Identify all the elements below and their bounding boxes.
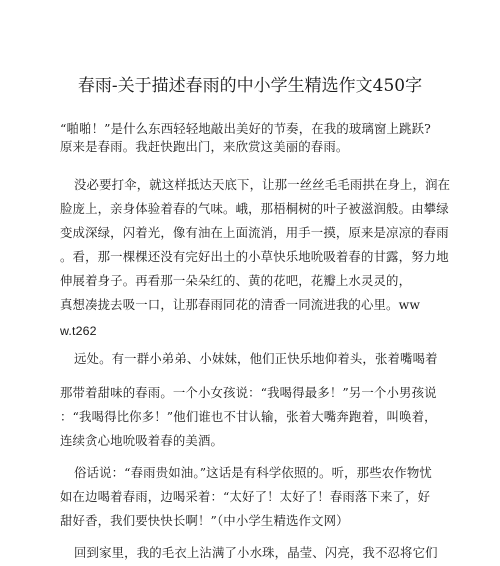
document-title: 春雨-关于描述春雨的中小学生精选作文450字 — [77, 76, 423, 96]
paragraph-line: 那带着甜味的春雨。一个小女孩说：“我喝得最多！”另一个小男孩说 — [60, 385, 437, 400]
paragraph-line: 真想凑拢去吸一口，让那春雨同花的清香一同流进我的心里。ww — [60, 297, 421, 312]
paragraph-line: 。看，那一棵棵还没有完好出土的小草快乐地吮吸着春的甘露，努力地 — [60, 249, 449, 264]
paragraph-line: “啪啪！”是什么东西轻轻地敲出美好的节奏，在我的玻璃窗上跳跃? — [60, 121, 431, 136]
paragraph-line: ：“我喝得比你多！”他们谁也不甘认输，张着大嘴奔跑着，叫唤着， — [60, 409, 437, 424]
paragraph-line: 伸展着身子。再看那一朵朵红的、黄的花吧，花瓣上水灵灵的， — [60, 273, 412, 288]
paragraph-line: 原来是春雨。我赶快跑出门，来欣赏这美丽的春雨。 — [60, 139, 349, 154]
paragraph-line: 连续贪心地吮吸着春的美酒。 — [60, 433, 224, 448]
paragraph-line: 回到家里，我的毛衣上沾满了小水珠，晶莹、闪亮，我不忍将它们 — [74, 545, 438, 560]
paragraph-line: 脸庞上，亲身体验着春的气味。峨，那梧桐树的叶子被滋润般。由攀绿 — [60, 201, 449, 216]
paragraph-line: 远处。有一群小弟弟、小妹妹，他们正快乐地仰着头，张着嘴喝着 — [74, 351, 438, 366]
paragraph-line: 如在边喝着春雨，边喝采着：“太好了！太好了！春雨落下来了，好 — [60, 489, 431, 504]
paragraph-line: 俗话说：“春雨贵如油。”这话是有科学依照的。听，那些农作物忧 — [74, 465, 432, 480]
paragraph-line: w.t262 — [60, 324, 97, 338]
paragraph-line: 变成深绿，闪着光，像有油在上面流消，用手一摸，原来是凉凉的春雨 — [60, 225, 449, 240]
paragraph-line: 没必要打伞，就这样抵达天底下，让那一丝丝毛毛雨拱在身上，润在 — [74, 177, 451, 192]
paragraph-line: 甜好香，我们要快快长啊！”（中小学生精选作文网） — [60, 513, 349, 528]
